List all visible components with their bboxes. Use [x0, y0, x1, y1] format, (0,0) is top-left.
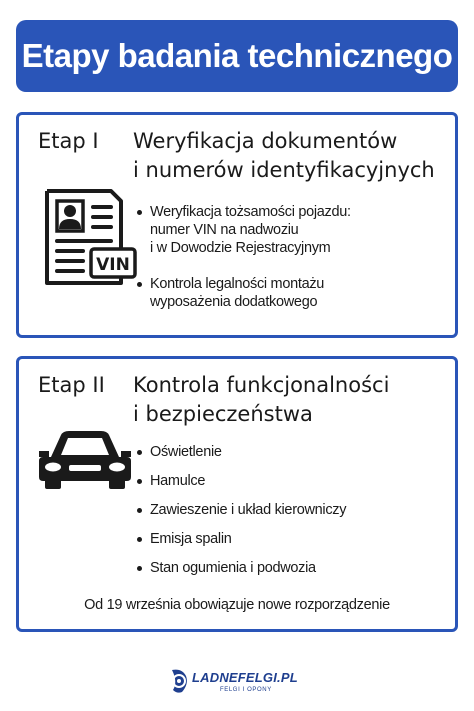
stage-card-2: [16, 356, 458, 632]
stage-title-line: Kontrola funkcjonalności: [133, 373, 390, 397]
stage-title-line: Weryfikacja dokumentów: [133, 129, 398, 153]
regulation-note: Od 19 września obowiązuje nowe rozporządzenie: [84, 597, 390, 613]
stage-title-line: i bezpieczeństwa: [133, 402, 313, 426]
header-banner: [16, 20, 458, 92]
logo-name: LADNEFELGI.PL: [192, 670, 298, 685]
stage-1-bullet-list: [137, 203, 447, 311]
list-item: Hamulce: [137, 472, 447, 490]
stage-label: Etap I: [38, 129, 99, 153]
brand-logo[interactable]: [168, 668, 308, 700]
list-item: Stan ogumienia i podwozia: [137, 559, 447, 577]
list-item: Kontrola legalności montażu wyposażenia dodatkowego: [137, 275, 447, 311]
stage-title-line: i numerów identyfikacyjnych: [133, 158, 435, 182]
list-item: Emisja spalin: [137, 530, 447, 548]
stage-title: [133, 371, 389, 429]
stage-title: [133, 127, 435, 185]
list-item: Zawieszenie i układ kierowniczy: [137, 501, 447, 519]
wheel-icon: [168, 668, 190, 694]
list-item: Weryfikacja tożsamości pojazdu: numer VIN na nadwoziu i w Dowodzie Rejestracyjnym: [137, 203, 447, 257]
list-item: Oświetlenie: [137, 443, 447, 461]
vin-label: VIN: [96, 255, 130, 275]
page-title: Etapy badania technicznego: [21, 37, 453, 74]
logo-tagline: FELGI I OPONY: [220, 687, 272, 693]
stage-card-1: [16, 112, 458, 338]
car-front-icon: [37, 427, 133, 489]
stage-2-bullet-list: [137, 443, 447, 577]
stage-label: Etap II: [38, 373, 105, 397]
vehicle-document-icon: [37, 187, 137, 287]
